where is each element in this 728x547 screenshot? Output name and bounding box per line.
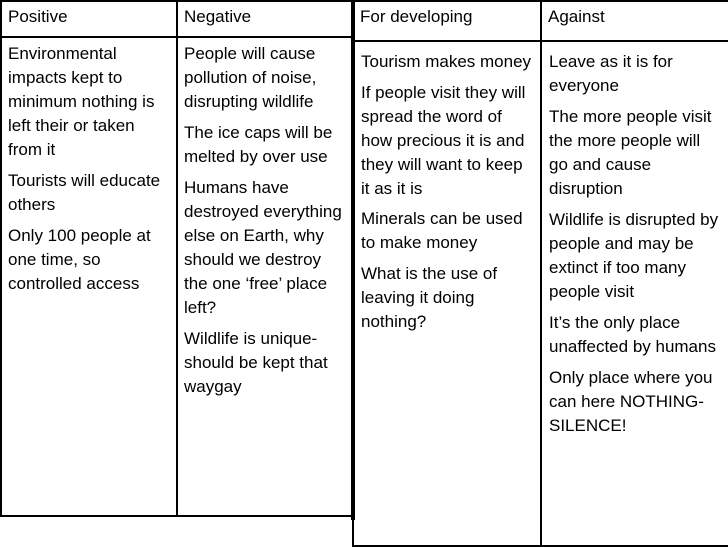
list-item: It’s the only place unaffected by humans (549, 313, 716, 356)
list-item: Wildlife is unique-should be kept that waygay (184, 329, 328, 396)
list-item: Leave as it is for everyone (549, 52, 673, 95)
list-item: Tourism makes money (361, 52, 532, 71)
for-against-table (352, 0, 728, 547)
table-header-row (1, 1, 354, 37)
list-item: Only 100 people at one time, so controlled access (8, 226, 151, 293)
list-item: Humans have destroyed everything else on Earth, why should we destroy the one ‘free’ place left? (184, 178, 342, 317)
against-cell (541, 41, 728, 546)
positive-cell (1, 37, 177, 516)
list-item: The more people visit the more people will go and cause disruption (549, 107, 712, 198)
table-header-row (353, 1, 728, 41)
for-developing-cell (353, 41, 541, 546)
list-item: Minerals can be used to make money (361, 209, 523, 252)
list-item: People will cause pollution of noise, disrupting wildlife (184, 44, 317, 111)
table-row (1, 37, 354, 516)
list-item: Environmental impacts kept to minimum nothing is left their or taken from it (8, 44, 155, 159)
header-for-developing: For developing (353, 1, 541, 41)
header-negative: Negative (177, 1, 354, 37)
list-item: The ice caps will be melted by over use (184, 123, 333, 166)
list-item: Wildlife is disrupted by people and may be extinct if too many people visit (549, 210, 719, 301)
negative-cell (177, 37, 354, 516)
list-item: If people visit they will spread the word of how precious it is and they will want to keep it as it is (361, 83, 526, 198)
list-item: Tourists will educate others (8, 171, 161, 214)
table-divider (351, 0, 355, 520)
header-against: Against (541, 1, 728, 41)
list-item: Only place where you can here NOTHING-SILENCE! (549, 368, 713, 435)
header-positive: Positive (1, 1, 177, 37)
list-item: What is the use of leaving it doing nothing? (361, 264, 498, 331)
positive-negative-table (0, 0, 355, 517)
table-row (353, 41, 728, 546)
